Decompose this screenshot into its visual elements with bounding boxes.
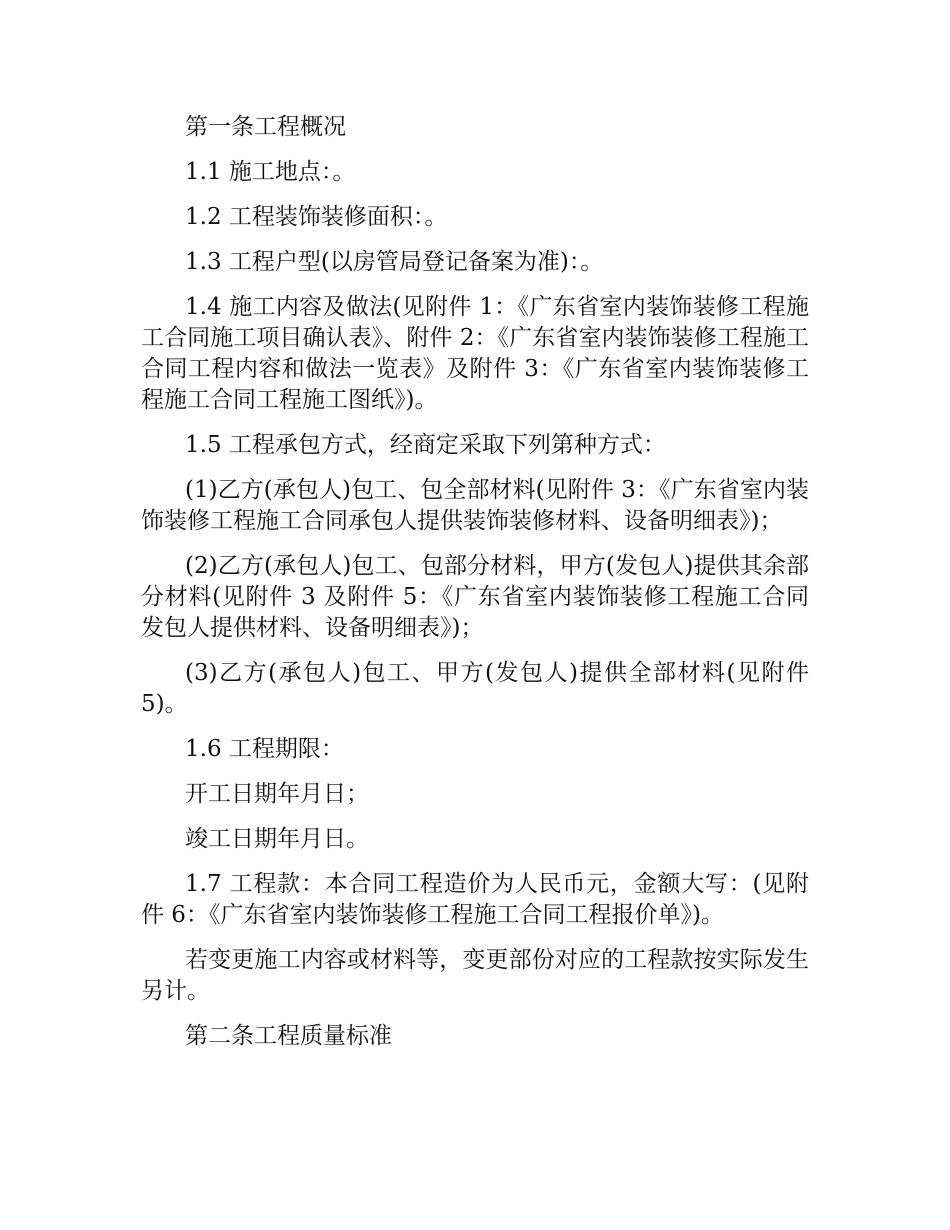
- paragraph: 开工日期年月日；: [185, 781, 369, 807]
- section-heading: 第一条工程概况: [185, 114, 346, 140]
- paragraph: 1.4 施工内容及做法(见附件 1：《广东省室内装饰装修工程施工合同施工项目确认表》、附件 2：《广东省室内装饰装修工程施工合同工程内容和做法一览表》及附件 3：《广东省室内装饰装修工程施工合同工程施工图纸》)。: [141, 294, 809, 413]
- paragraph: 1.7 工程款：本合同工程造价为人民币元，金额大写：(见附件 6：《广东省室内装饰装修工程施工合同工程报价单》)。: [141, 871, 809, 928]
- document-body: [141, 112, 809, 1066]
- paragraph: (3)乙方(承包人)包工、甲方(发包人)提供全部材料(见附件 5)。: [141, 660, 809, 717]
- paragraph: (2)乙方(承包人)包工、包部分材料，甲方(发包人)提供其余部分材料(见附件 3 及附件 5：《广东省室内装饰装修工程施工合同发包人提供材料、设备明细表》)；: [141, 553, 809, 641]
- paragraph: (1)乙方(承包人)包工、包全部材料(见附件 3：《广东省室内装饰装修工程施工合同承包人提供装饰装修材料、设备明细表》)；: [141, 477, 809, 534]
- paragraph: 1.5 工程承包方式，经商定采取下列第种方式：: [185, 432, 666, 458]
- paragraph: 1.2 工程装饰装修面积：。: [185, 204, 448, 230]
- paragraph: 若变更施工内容或材料等，变更部份对应的工程款按实际发生另计。: [141, 947, 809, 1004]
- paragraph: 竣工日期年月日。: [185, 826, 369, 852]
- paragraph: 1.6 工程期限：: [185, 736, 344, 762]
- paragraph: 1.1 施工地点：。: [185, 159, 356, 185]
- paragraph: 1.3 工程户型(以房管局登记备案为准)：。: [185, 249, 604, 275]
- section-heading: 第二条工程质量标准: [185, 1023, 392, 1049]
